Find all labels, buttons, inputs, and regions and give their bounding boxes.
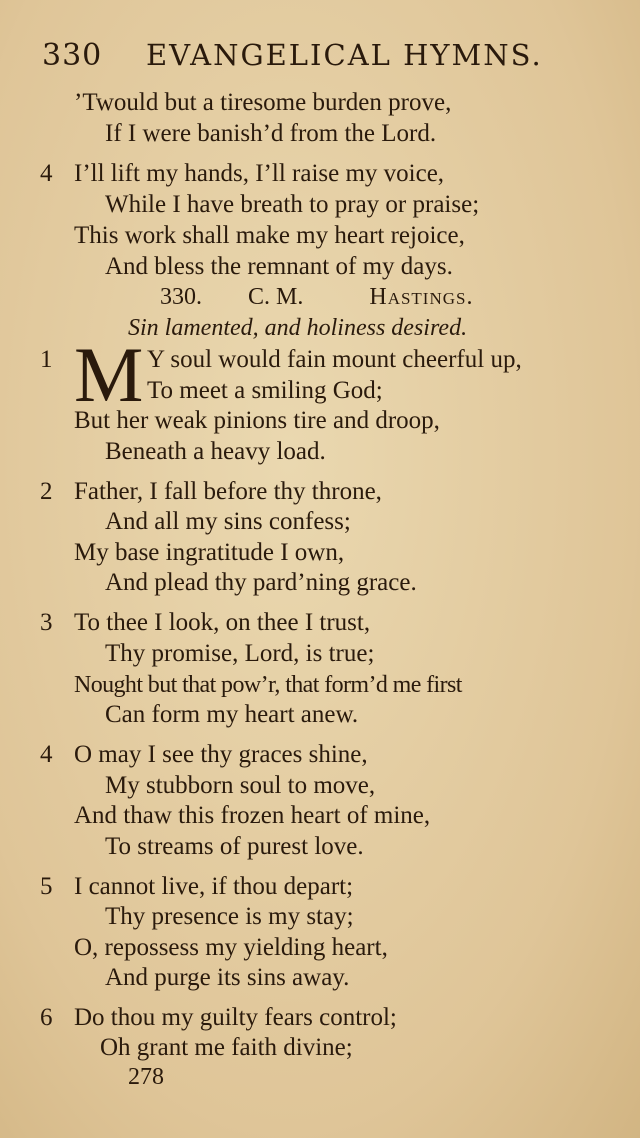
- signature-mark: 278: [128, 1064, 164, 1090]
- verse-line: Can form my heart anew.: [105, 701, 359, 728]
- verse-line: And thaw this frozen heart of mine,: [74, 802, 431, 829]
- verse-line: And plead thy pard’ning grace.: [105, 569, 417, 596]
- running-head: EVANGELICAL HYMNS.: [146, 38, 543, 72]
- verse-line: Oh grant me faith divine;: [100, 1034, 353, 1061]
- page-header: [42, 38, 602, 78]
- verse-number: 2: [40, 478, 53, 505]
- verse-line: Nought but that pow’r, that form’d me first: [74, 672, 462, 698]
- verse-line: If I were banish’d from the Lord.: [105, 120, 437, 147]
- hymn-meter: C. M.: [248, 284, 304, 310]
- verse-number: 3: [40, 609, 53, 636]
- verse-line: But her weak pinions tire and droop,: [74, 407, 440, 434]
- verse-line: Do thou my guilty fears control;: [74, 1004, 397, 1031]
- verse-line: Thy promise, Lord, is true;: [105, 640, 375, 667]
- hymn-heading: [160, 282, 473, 312]
- verse-line: My base ingratitude I own,: [74, 539, 345, 566]
- verse-line: I cannot live, if thou depart;: [74, 873, 354, 900]
- verse-line: Beneath a heavy load.: [105, 438, 326, 465]
- verse-line: To streams of purest love.: [105, 833, 364, 860]
- verse-line: O may I see thy graces shine,: [74, 741, 368, 768]
- hymn-subtitle: Sin lamented, and holiness desired.: [128, 315, 468, 341]
- verse-line: While I have breath to pray or praise;: [105, 191, 480, 218]
- verse-line: To meet a smiling God;: [147, 377, 383, 404]
- hymn-number: 330.: [160, 284, 202, 310]
- verse-line: And bless the remnant of my days.: [105, 253, 453, 280]
- verse-line: Father, I fall before thy throne,: [74, 478, 382, 505]
- verse-line: O, repossess my yielding heart,: [74, 934, 388, 961]
- verse-number: 1: [40, 346, 53, 373]
- verse-number: 6: [40, 1004, 53, 1031]
- verse-line: And all my sins confess;: [105, 508, 351, 535]
- verse-line: To thee I look, on thee I trust,: [74, 609, 371, 636]
- page-number: 330: [42, 38, 103, 73]
- verse-line: And purge its sins away.: [105, 964, 350, 991]
- verse-number: 4: [40, 160, 53, 187]
- verse-line: I’ll lift my hands, I’ll raise my voice,: [74, 160, 445, 187]
- verse-line: Thy presence is my stay;: [105, 903, 354, 930]
- verse-number: 4: [40, 741, 53, 768]
- verse-number: 5: [40, 873, 53, 900]
- verse-line: This work shall make my heart rejoice,: [74, 222, 465, 249]
- drop-cap: M: [74, 331, 144, 418]
- hymn-tune: Hastings.: [369, 284, 474, 310]
- verse-line: ’Twould but a tiresome burden prove,: [74, 89, 452, 116]
- verse-line: Y soul would fain mount cheerful up,: [147, 346, 522, 373]
- verse-line: My stubborn soul to move,: [105, 772, 376, 799]
